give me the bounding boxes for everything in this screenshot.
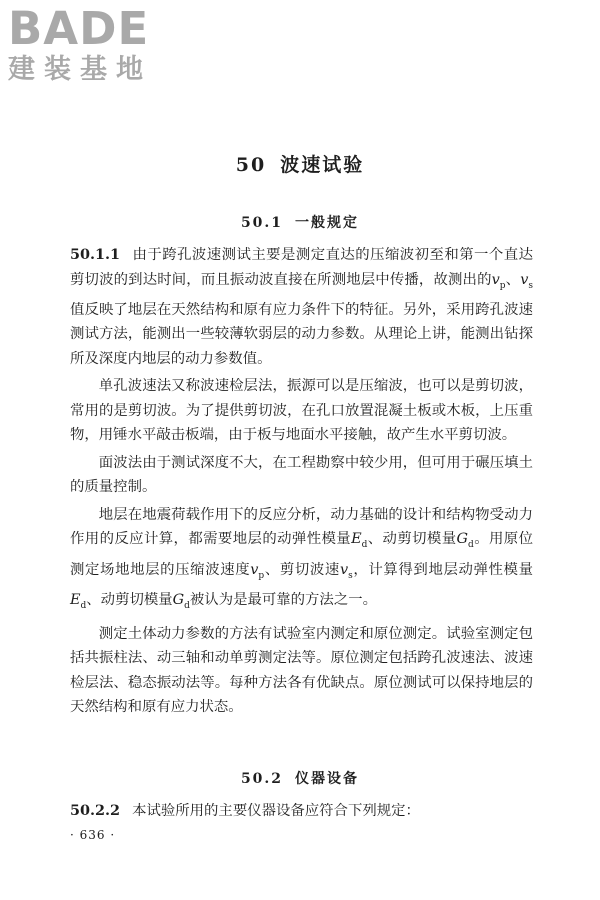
section-number: 50.1	[240, 215, 284, 231]
logo	[8, 4, 178, 86]
clause-number: 50.1.1	[70, 246, 121, 263]
section-heading-1	[0, 212, 600, 232]
paragraph-surface-wave: 面波法由于测试深度不大，在工程勘察中较少用，但可用于碾压填土的质量控制。	[70, 454, 533, 496]
paragraph-50-2-2: 50.2.2 本试验所用的主要仪器设备应符合下列规定：	[70, 802, 420, 819]
section-title: 一般规定	[295, 215, 360, 231]
clause-number: 50.2.2	[70, 802, 121, 819]
chapter-name: 波速试验	[280, 154, 365, 176]
logo-subtitle: 建装基地	[8, 54, 152, 85]
section-1-body	[70, 243, 533, 723]
paragraph-dynamic-modulus: 地层在地震荷载作用下的反应分析，动力基础的设计和结构物受动力作用的反应计算，都需要地层的动弹性模量$E_d$、动剪切模量$G_d$。用原位测定场地地层的压缩波速度$v_p$、剪切波速$v_s$，计算得到地层动弹性模量$E_d$、动剪切模量$G_d$被认为是最可靠的方法之一。	[70, 506, 533, 611]
section-title: 仪器设备	[295, 771, 360, 787]
section-number: 50.2	[240, 771, 284, 787]
paragraph-single-hole: 单孔波速法又称波速检层法，振源可以是压缩波，也可以是剪切波，常用的是剪切波。为了提供剪切波，在孔口放置混凝土板或木板，上压重物，用锤水平敲击板端，由于板与地面水平接触，故产生水平剪切波。	[70, 378, 533, 444]
section-heading-2	[0, 768, 600, 788]
chapter-title	[0, 150, 600, 177]
paragraph-test-methods: 测定土体动力参数的方法有试验室内测定和原位测定。试验室测定包括共振柱法、动三轴和动单剪测定法等。原位测定包括跨孔波速法、波速检层法、稳态振动法等。每种方法各有优缺点。原位测试可以保持地层的天然结构和原有应力状态。	[70, 625, 533, 715]
page-number: · 636 ·	[70, 828, 116, 842]
section-2-body	[70, 799, 533, 827]
paragraph-50-1-1: 50.1.1 由于跨孔波速测试主要是测定直达的压缩波初至和第一个直达剪切波的到达时间，而且振动波直接在所测地层中传播，故测出的$v_p$、$v_s$值反映了地层在天然结构和原有应力条件下的特征。另外，采用跨孔波速测试方法，能测出一些较薄软弱层的动力参数。从理论上讲，能测出钻探所及深度内地层的动力参数值。	[70, 246, 533, 367]
chapter-number: 50	[235, 154, 267, 176]
logo-wordmark: BADE	[8, 2, 150, 55]
